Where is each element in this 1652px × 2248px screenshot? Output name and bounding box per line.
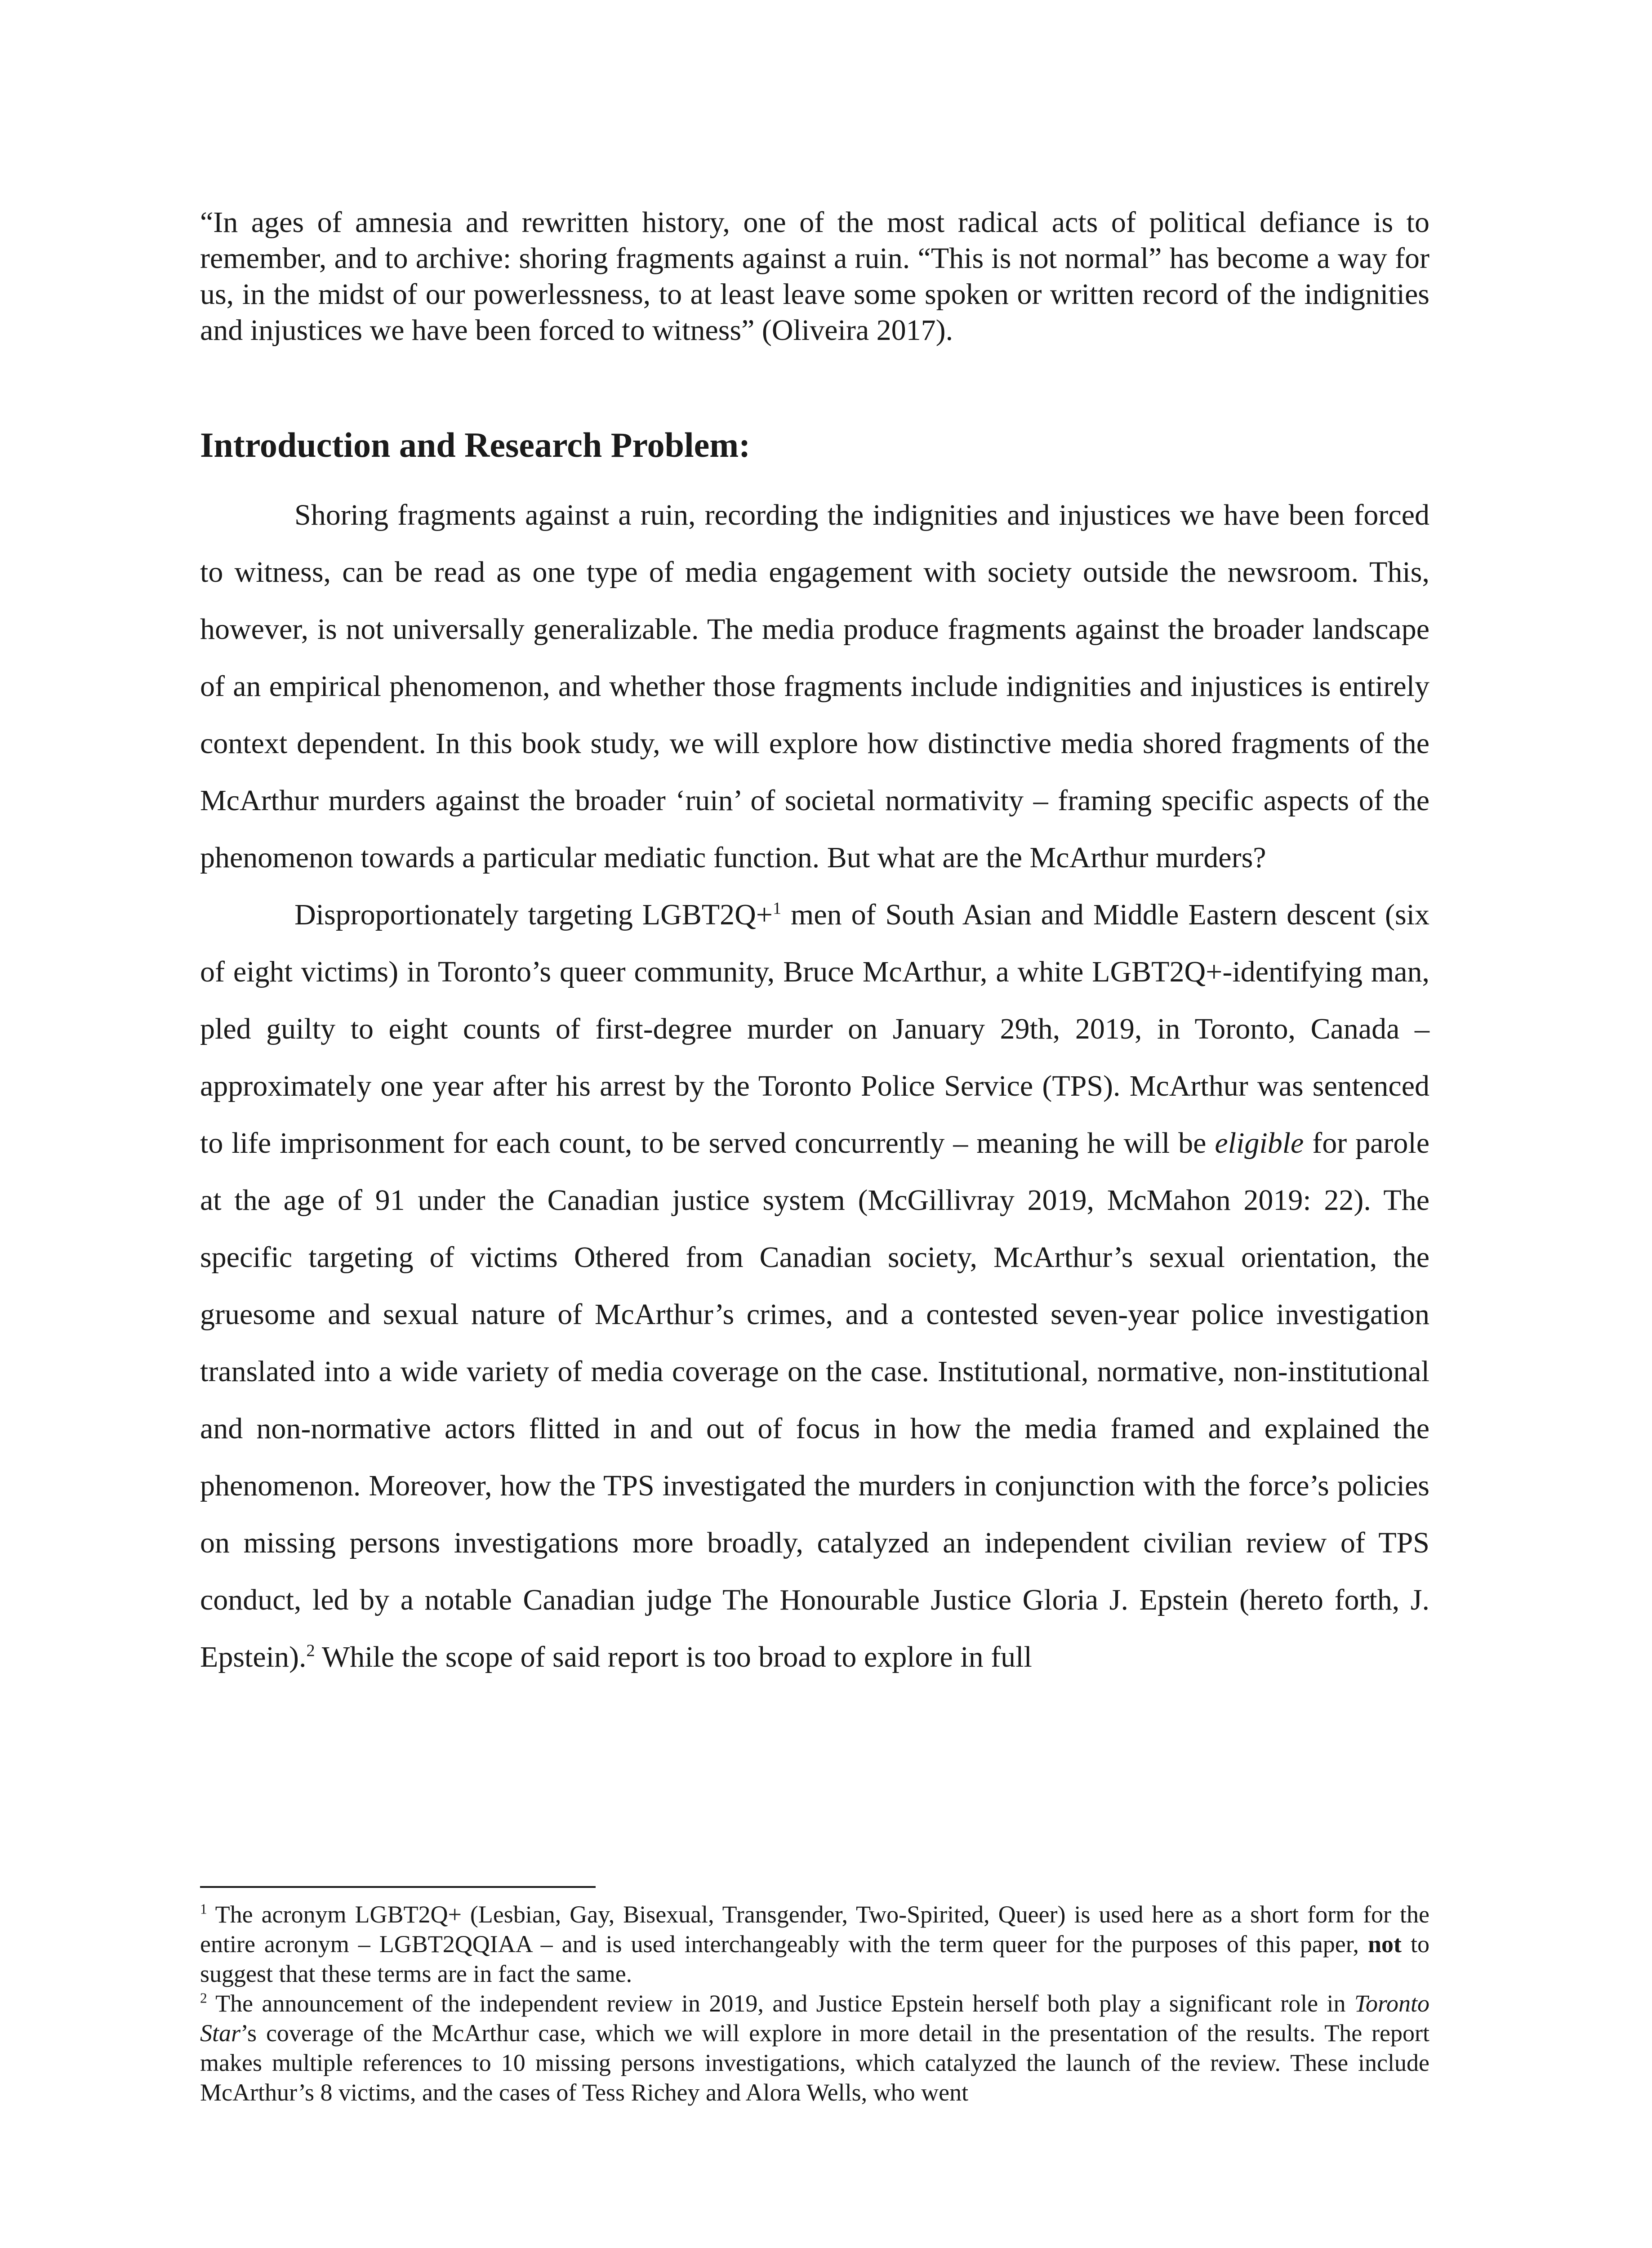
footnote-1-bold: not: [1368, 1931, 1402, 1958]
footnote-1-marker: 1: [200, 1901, 207, 1917]
footnote-2-text-a: The announcement of the independent review in 2019, and Justice Epstein herself both play a significant role in: [207, 1990, 1354, 2017]
footnote-ref-1[interactable]: 1: [772, 899, 782, 918]
footnote-1-text-b: to suggest that these terms are in fact the same.: [200, 1931, 1430, 1987]
footnote-ref-2[interactable]: 2: [306, 1641, 315, 1660]
body-text: [200, 486, 1429, 1686]
paragraph-2: [200, 886, 1429, 1686]
paragraph-2-part-3: for parole at the age of 91 under the Canadian justice system (McGillivray 2019, McMahon 2019: 22). The specific targeting of victims Othered from Canadian society, McArthur’s sexual orientation, the gruesome and sexual nature of McArthur’s crimes, and a contested seven-year police investigation translated into a wide variety of media coverage on the case. Institutional, normative, non-institutional and non-normative actors flitted in and out of focus in how the media framed and explained the phenomenon. Moreover, how the TPS investigated the murders in conjunction with the force’s policies on missing persons investigations more broadly, catalyzed an independent civilian review of TPS conduct, led by a notable Canadian judge The Honourable Justice Gloria J. Epstein (hereto forth, J. Epstein).: [200, 1127, 1429, 1673]
paragraph-2-part-4: While the scope of said report is too broad to explore in full: [315, 1641, 1032, 1673]
paragraph-1: Shoring fragments against a ruin, recording the indignities and injustices we have been forced to witness, can be read as one type of media engagement with society outside the newsroom. This, however, is not universally generalizable. The media produce fragments against the broader landscape of an empirical phenomenon, and whether those fragments include indignities and injustices is entirely context dependent. In this book study, we will explore how distinctive media shored fragments of the McArthur murders against the broader ‘ruin’ of societal normativity – framing specific aspects of the phenomenon towards a particular mediatic function. But what are the McArthur murders?: [200, 499, 1429, 874]
footnote-divider: [200, 1886, 596, 1888]
paragraph-2-part-1: Disproportionately targeting LGBT2Q+: [294, 898, 773, 931]
footnote-2-italic: Toronto Star: [200, 1990, 1429, 2047]
paragraph-2-part-2: men of South Asian and Middle Eastern descent (six of eight victims) in Toronto’s queer community, Bruce McArthur, a white LGBT2Q+-identifying man, pled guilty to eight counts of first-degree murder on January 29th, 2019, in Toronto, Canada – approximately one year after his arrest by the Toronto Police Service (TPS). McArthur was sentenced to life imprisonment for each count, to be served concurrently – meaning he will be: [200, 898, 1429, 1160]
emphasis-eligible: eligible: [1215, 1127, 1304, 1160]
footnote-2-text-b: ’s coverage of the McArthur case, which we will explore in more detail in the presentation of the results. The report makes multiple references to 10 missing persons investigations, which catalyzed the launch of the review. These include McArthur’s 8 victims, and the cases of Tess Richey and Alora Wells, who went: [200, 2020, 1429, 2106]
footnotes: [200, 1900, 1429, 2107]
footnote-2-marker: 2: [200, 1990, 207, 2006]
footnote-2: [200, 1989, 1429, 2107]
footnote-1-text-a: The acronym LGBT2Q+ (Lesbian, Gay, Bisexual, Transgender, Two-Spirited, Queer) is used here as a short form for the entire acronym – LGBT2QQIAA – and is used interchangeably with the term queer for the purposes of this paper,: [200, 1901, 1429, 1958]
section-heading: Introduction and Research Problem:: [200, 425, 751, 464]
footnote-1: [200, 1900, 1429, 1989]
epigraph: “In ages of amnesia and rewritten history, one of the most radical acts of political defiance is to remember, and to archive: shoring fragments against a ruin. “This is not normal” has become a way for us, in the midst of our powerlessness, to at least leave some spoken or written record of the indignities and injustices we have been forced to witness” (Oliveira 2017).: [200, 206, 1429, 347]
